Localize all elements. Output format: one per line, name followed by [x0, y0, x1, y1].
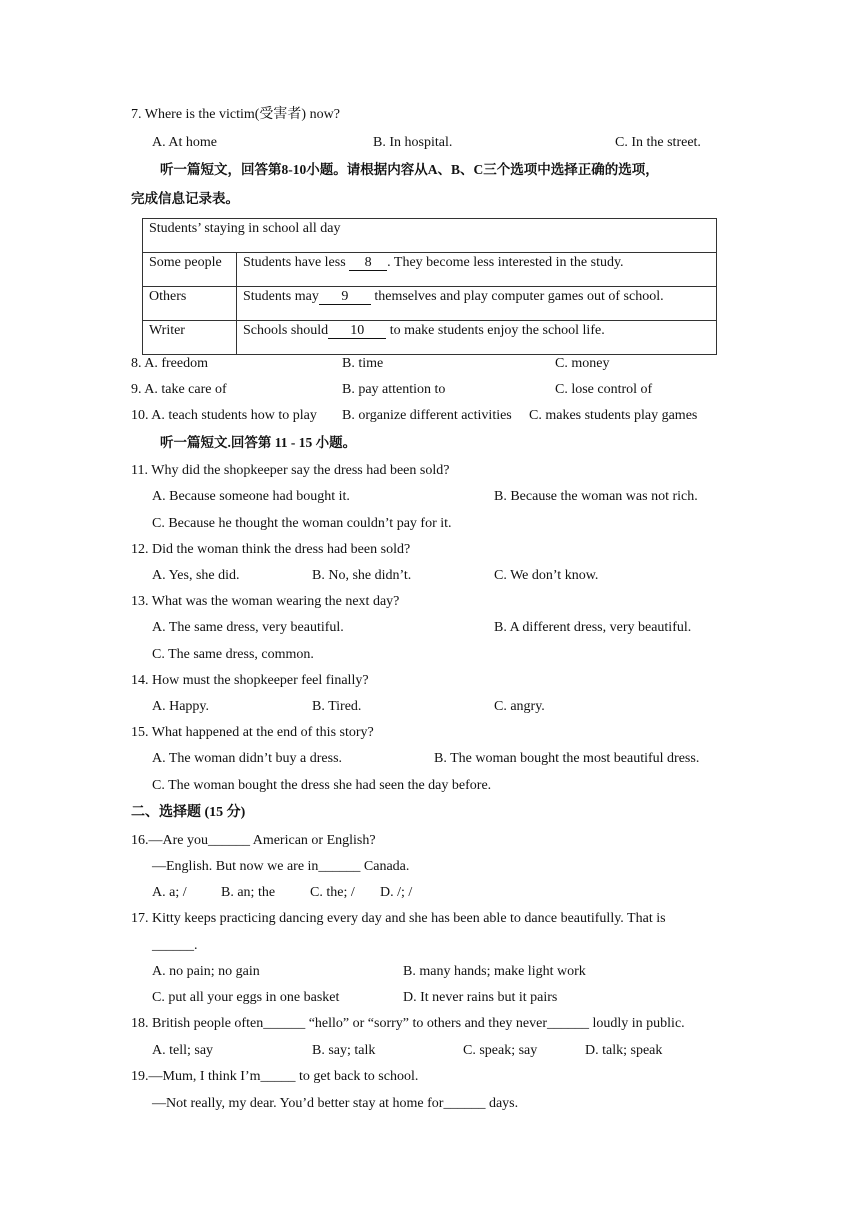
statement-text: Students have less — [243, 255, 346, 270]
q18-line1: 18. British people often______ “hello” or “sorry” to others and they never______ loudly in public. — [131, 1016, 685, 1031]
q16-option-b: B. an; the — [221, 885, 276, 900]
q11-question: 11. Why did the shopkeeper say the dress had been sold? — [131, 463, 450, 478]
q15-question: 15. What happened at the end of this story? — [131, 725, 374, 740]
q13-option-c: C. The same dress, common. — [152, 647, 314, 662]
part2-heading: 二、选择题 (15 分) — [131, 805, 246, 820]
q11-option-c: C. Because he thought the woman couldn’t pay for it. — [152, 516, 452, 531]
q16-line2: —English. But now we are in______ Canada. — [152, 859, 410, 874]
q19-line2: —Not really, my dear. You’d better stay at home for______ days. — [152, 1096, 519, 1111]
q9-option-a: 9. A. take care of — [131, 382, 227, 397]
q15-option-b: B. The woman bought the most beautiful dress. — [434, 751, 700, 766]
q8-option-b: B. time — [342, 356, 384, 371]
q9-option-c: C. lose control of — [555, 382, 653, 397]
q13-option-a: A. The same dress, very beautiful. — [152, 620, 344, 635]
q14-option-c: C. angry. — [494, 699, 545, 714]
q18-option-b: B. say; talk — [312, 1043, 376, 1058]
table-cell-statement — [237, 287, 717, 321]
q18-option-c: C. speak; say — [463, 1043, 538, 1058]
q17-option-b: B. many hands; make light work — [403, 964, 586, 979]
q14-option-b: B. Tired. — [312, 699, 362, 714]
statement-text: themselves and play computer games out of school. — [374, 289, 664, 304]
q13-option-b: B. A different dress, very beautiful. — [494, 620, 692, 635]
q14-question: 14. How must the shopkeeper feel finally? — [131, 673, 369, 688]
q12-option-c: C. We don’t know. — [494, 568, 599, 583]
q16-option-d: D. /; / — [380, 885, 413, 900]
blank-9: 9 — [319, 290, 371, 305]
q17-line1: 17. Kitty keeps practicing dancing every day and she has been able to dance beautifully. That is — [131, 911, 666, 926]
q8-option-c: C. money — [555, 356, 610, 371]
q16-option-a: A. a; / — [152, 885, 187, 900]
q7-option-a: A. At home — [152, 135, 217, 150]
q12-option-a: A. Yes, she did. — [152, 568, 240, 583]
table-cell-who: Writer — [143, 321, 237, 355]
q12-question: 12. Did the woman think the dress had been sold? — [131, 542, 411, 557]
statement-text: Schools should — [243, 323, 329, 338]
q16-line1: 16.—Are you______ American or English? — [131, 833, 376, 848]
q9-option-b: B. pay attention to — [342, 382, 446, 397]
statement-text: to make students enjoy the school life. — [389, 323, 605, 338]
blank-10: 10 — [328, 324, 386, 339]
q7-question: 7. Where is the victim(受害者) now? — [131, 107, 340, 122]
q17-option-d: D. It never rains but it pairs — [403, 990, 558, 1005]
q18-option-a: A. tell; say — [152, 1043, 214, 1058]
q10-option-c: C. makes students play games — [529, 408, 698, 423]
q8-option-a: 8. A. freedom — [131, 356, 208, 371]
q11-option-a: A. Because someone had bought it. — [152, 489, 350, 504]
section-8-10-instruction: 听一篇短文，回答第8-10小题。请根据内容从A、B、C三个选项中选择正确的选项， — [160, 162, 659, 177]
q15-option-a: A. The woman didn’t buy a dress. — [152, 751, 343, 766]
q17-option-c: C. put all your eggs in one basket — [152, 990, 340, 1005]
q16-option-c: C. the; / — [310, 885, 355, 900]
info-record-table — [142, 218, 717, 355]
q18-option-d: D. talk; speak — [585, 1043, 663, 1058]
q15-option-c: C. The woman bought the dress she had seen the day before. — [152, 778, 492, 793]
statement-text: Students may — [243, 289, 319, 304]
q12-option-b: B. No, she didn’t. — [312, 568, 412, 583]
statement-text: . They become less interested in the study. — [387, 255, 624, 270]
q13-question: 13. What was the woman wearing the next day? — [131, 594, 400, 609]
table-cell-who: Others — [143, 287, 237, 321]
q17-option-a: A. no pain; no gain — [152, 964, 260, 979]
q10-option-b: B. organize different activities — [342, 408, 512, 423]
table-cell-statement — [237, 253, 717, 287]
q14-option-a: A. Happy. — [152, 699, 210, 714]
table-cell-statement — [237, 321, 717, 355]
section-8-10-instruction-cont: 完成信息记录表。 — [131, 191, 239, 206]
table-row — [143, 287, 717, 321]
blank-8: 8 — [349, 256, 387, 271]
table-cell-who: Some people — [143, 253, 237, 287]
q7-option-b: B. In hospital. — [373, 135, 453, 150]
q11-option-b: B. Because the woman was not rich. — [494, 489, 698, 504]
q7-option-c: C. In the street. — [615, 135, 701, 150]
section-11-15-instruction: 听一篇短文.回答第 11 - 15 小题。 — [160, 435, 357, 450]
q19-line1: 19.—Mum, I think I’m_____ to get back to school. — [131, 1069, 419, 1084]
q10-option-a: 10. A. teach students how to play — [131, 408, 317, 423]
q17-line2: ______. — [152, 938, 198, 953]
table-row — [143, 253, 717, 287]
table-header: Students’ staying in school all day — [143, 219, 717, 253]
table-row — [143, 321, 717, 355]
